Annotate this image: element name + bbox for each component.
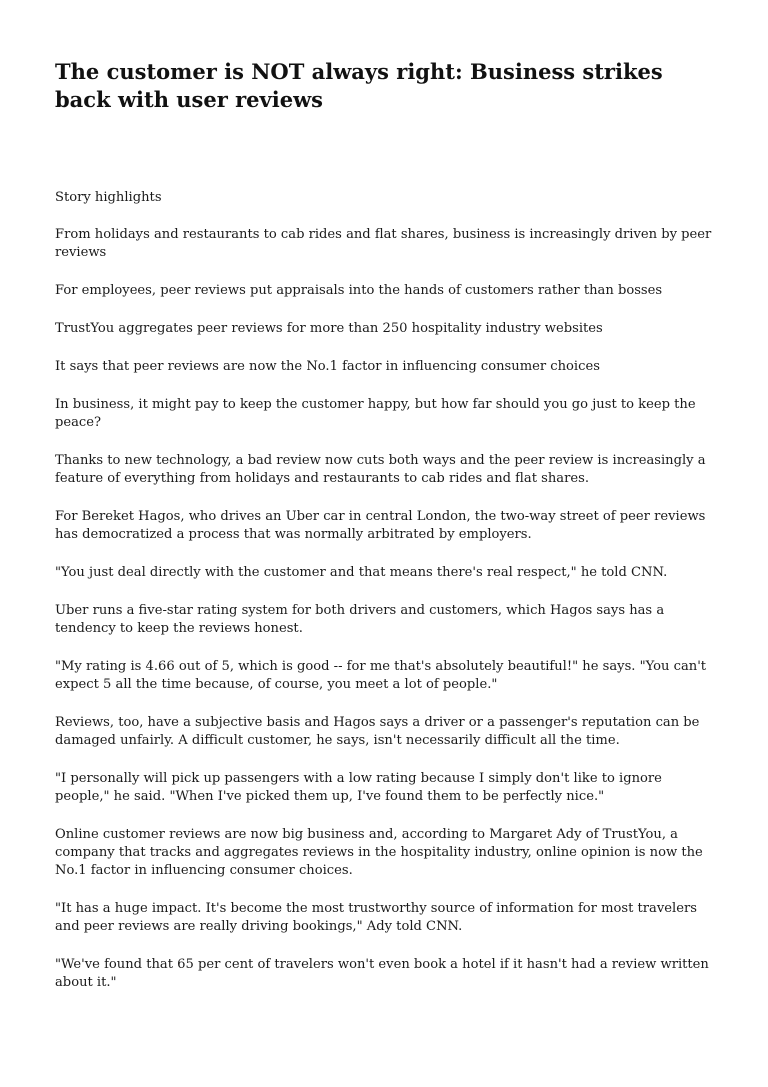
article-paragraph: For employees, peer reviews put appraisals into the hands of customers rather than bosses: [55, 283, 663, 298]
article-body: [55, 226, 720, 1012]
article-paragraph: Online customer reviews are now big business and, according to Margaret Ady of TrustYou, a company that tracks and aggregates reviews in the hospitality industry, online opinion is now the No.1 factor in influencing consumer choices.: [55, 827, 703, 878]
article-paragraph: Reviews, too, have a subjective basis and Hagos says a driver or a passenger's reputation can be damaged unfairly. A difficult customer, he says, isn't necessarily difficult all the time.: [55, 715, 700, 748]
article-paragraph: "My rating is 4.66 out of 5, which is good -- for me that's absolutely beautiful!" he says. "You can't expect 5 all the time because, of course, you meet a lot of people.": [55, 659, 707, 692]
article-paragraph: From holidays and restaurants to cab rides and flat shares, business is increasingly driven by peer reviews: [55, 227, 712, 260]
article-paragraph: Thanks to new technology, a bad review now cuts both ways and the peer review is increasingly a feature of everything from holidays and restaurants to cab rides and flat shares.: [55, 453, 706, 486]
article-paragraph: It says that peer reviews are now the No.1 factor in influencing consumer choices: [55, 359, 600, 374]
story-highlights-label: Story highlights: [55, 190, 162, 205]
article-paragraph: "We've found that 65 per cent of travelers won't even book a hotel if it hasn't had a review written about it.": [55, 957, 709, 990]
article-paragraph: "I personally will pick up passengers with a low rating because I simply don't like to ignore people," he said. "When I've picked them up, I've found them to be perfectly nice.": [55, 771, 662, 804]
article-paragraph: For Bereket Hagos, who drives an Uber car in central London, the two-way street of peer reviews has democratized a process that was normally arbitrated by employers.: [55, 509, 706, 542]
article-title: The customer is NOT always right: Business strikes back with user reviews: [55, 59, 663, 112]
article-paragraph: Uber runs a five-star rating system for both drivers and customers, which Hagos says has a tendency to keep the reviews honest.: [55, 603, 665, 636]
article-paragraph: In business, it might pay to keep the customer happy, but how far should you go just to keep the peace?: [55, 397, 696, 430]
document-page: [55, 58, 720, 990]
article-paragraph: "It has a huge impact. It's become the most trustworthy source of information for most travelers and peer reviews are really driving bookings," Ady told CNN.: [55, 901, 697, 934]
article-paragraph: "You just deal directly with the customer and that means there's real respect," he told CNN.: [55, 565, 668, 580]
article-paragraph: TrustYou aggregates peer reviews for more than 250 hospitality industry websites: [55, 321, 603, 336]
